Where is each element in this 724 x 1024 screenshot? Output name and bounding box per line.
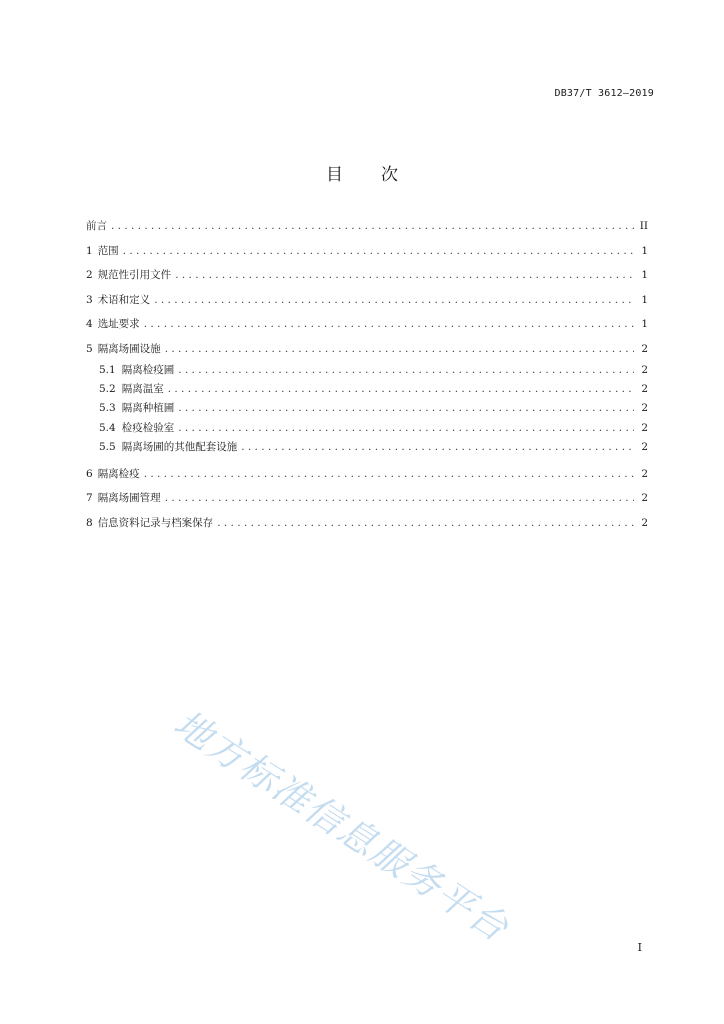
toc-entry-label: 规范性引用文件 xyxy=(97,269,172,281)
toc-entry-number: 1 xyxy=(86,244,93,257)
toc-entry-label: 术语和定义 xyxy=(97,293,151,306)
toc-entry-5[interactable] xyxy=(86,337,648,362)
toc-entry-label: 隔离种植圃 xyxy=(121,402,175,415)
toc-entry-number: 5.3 xyxy=(99,402,116,415)
toc-entry-5-2[interactable] xyxy=(86,380,648,399)
toc-entry-page: 1 xyxy=(641,244,648,257)
toc-entry-page: 2 xyxy=(641,364,648,376)
document-code: DB37/T 3612—2019 xyxy=(554,88,654,99)
toc-entry-page: 2 xyxy=(641,467,648,480)
toc-dot-leader xyxy=(178,399,634,418)
toc-entry-label: 隔离场圃管理 xyxy=(97,492,161,505)
toc-entry-page: 1 xyxy=(641,269,648,281)
toc-entry-5-4[interactable] xyxy=(86,419,648,438)
toc-entry-label: 隔离检疫圃 xyxy=(121,364,175,376)
toc-entry-label: 范围 xyxy=(97,244,119,257)
toc-dot-leader xyxy=(144,462,634,487)
table-of-contents xyxy=(86,214,648,535)
toc-dot-leader xyxy=(175,263,634,288)
toc-entry-label: 隔离场圃设施 xyxy=(97,342,161,355)
toc-title xyxy=(0,160,724,185)
toc-entry-label: 隔离温室 xyxy=(121,383,164,396)
toc-entry-page: 2 xyxy=(641,421,648,434)
toc-dot-leader xyxy=(111,214,634,239)
toc-entry-label: 检疫检验室 xyxy=(121,421,175,434)
toc-entry-5-3[interactable] xyxy=(86,399,648,418)
toc-entry-label: 隔离检疫 xyxy=(97,467,140,480)
toc-entry-5-1[interactable] xyxy=(86,361,648,380)
toc-entry-page: II xyxy=(639,220,648,232)
toc-entry-number: 5.1 xyxy=(99,364,116,376)
toc-entry-number: 4 xyxy=(86,318,93,330)
toc-entry-page: 2 xyxy=(641,402,648,415)
toc-entry-number: 5.2 xyxy=(99,383,116,396)
toc-entry-page: 2 xyxy=(641,516,648,529)
toc-dot-leader xyxy=(178,361,634,380)
toc-entry-page: 2 xyxy=(641,492,648,505)
toc-entry-label: 隔离场圃的其他配套设施 xyxy=(121,440,238,453)
toc-dot-leader xyxy=(165,486,634,511)
toc-dot-leader xyxy=(241,438,634,457)
toc-entry-number: 7 xyxy=(86,492,93,505)
watermark: 地方标准信息服务平台 xyxy=(166,701,517,951)
toc-entry-page: 1 xyxy=(641,318,648,330)
toc-entry-3[interactable] xyxy=(86,288,648,313)
toc-dot-leader xyxy=(123,239,634,264)
toc-entry-page: 2 xyxy=(641,440,648,453)
toc-entry-page: 1 xyxy=(641,293,648,306)
toc-entry-page: 2 xyxy=(641,383,648,396)
toc-entry-number: 5.4 xyxy=(99,421,116,434)
toc-entry-8[interactable] xyxy=(86,511,648,536)
toc-entry-label: 前言 xyxy=(86,220,107,232)
toc-dot-leader xyxy=(178,419,634,438)
toc-entry-1[interactable] xyxy=(86,239,648,264)
toc-entry-number: 3 xyxy=(86,293,93,306)
toc-entry-7[interactable] xyxy=(86,486,648,511)
toc-entry-6[interactable] xyxy=(86,462,648,487)
toc-dot-leader xyxy=(217,511,634,536)
toc-entry-foreword[interactable] xyxy=(86,214,648,239)
toc-dot-leader xyxy=(168,380,634,399)
toc-entry-number: 5 xyxy=(86,342,93,355)
toc-title-char-1: 目 xyxy=(326,165,343,185)
toc-entry-number: 8 xyxy=(86,516,93,529)
toc-entry-label: 选址要求 xyxy=(97,318,140,330)
toc-entry-number: 2 xyxy=(86,269,93,281)
toc-entry-page: 2 xyxy=(641,342,648,355)
toc-title-char-2: 次 xyxy=(381,165,398,185)
page-number: I xyxy=(637,941,642,954)
toc-entry-number: 6 xyxy=(86,467,93,480)
toc-dot-leader xyxy=(144,312,634,337)
toc-entry-2[interactable] xyxy=(86,263,648,288)
toc-entry-label: 信息资料记录与档案保存 xyxy=(97,516,214,529)
toc-dot-leader xyxy=(165,337,634,362)
toc-entry-number: 5.5 xyxy=(99,440,116,453)
toc-dot-leader xyxy=(154,288,634,313)
toc-entry-5-5[interactable] xyxy=(86,438,648,457)
toc-entry-4[interactable] xyxy=(86,312,648,337)
